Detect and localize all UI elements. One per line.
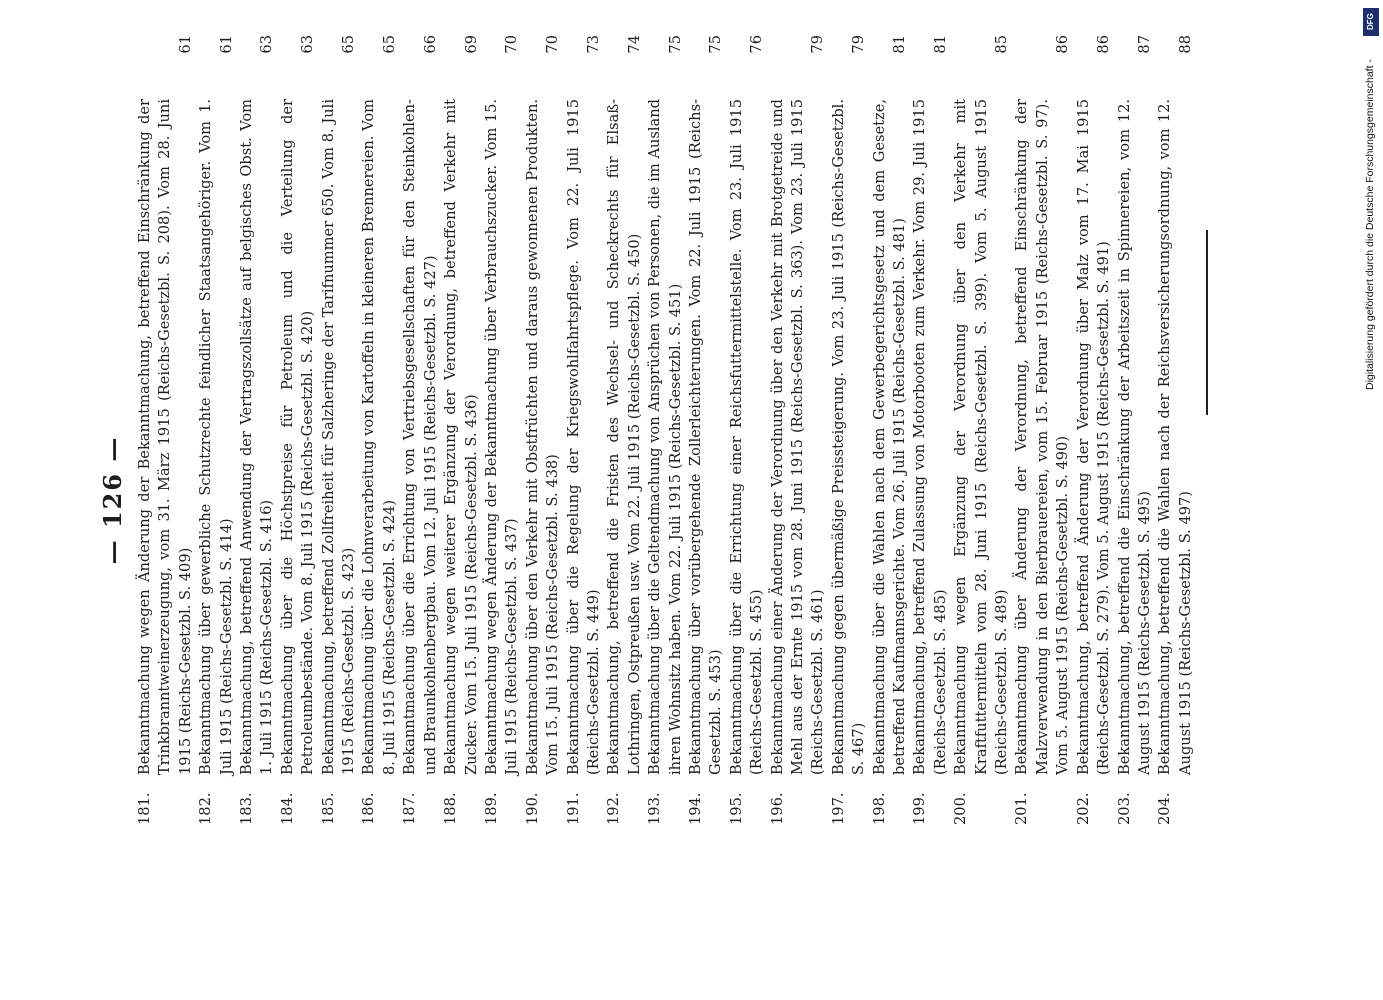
entry-number: 192. bbox=[605, 792, 623, 825]
list-item bbox=[645, 35, 686, 825]
entry-page-number: 87 bbox=[1135, 35, 1153, 54]
entry-number: 185. bbox=[319, 792, 337, 825]
entry-number: 202. bbox=[1074, 792, 1092, 825]
entry-page-number: 61 bbox=[176, 35, 194, 54]
list-item bbox=[829, 35, 870, 825]
entry-page-number: 86 bbox=[1095, 35, 1113, 54]
entry-number: 195. bbox=[727, 792, 745, 825]
list-item bbox=[400, 35, 441, 825]
entry-page-number: 79 bbox=[850, 35, 868, 54]
entry-number: 191. bbox=[564, 792, 582, 825]
list-item bbox=[482, 35, 523, 825]
list-item bbox=[523, 35, 564, 825]
list-item bbox=[727, 35, 768, 825]
entry-text: Bekanntmachung, betreffend Zollfreiheit für Salzheringe der Tarifnummer 650. Vom 8. Juli 1915 (Reichs-Gesetzbl. S. 423) bbox=[319, 99, 358, 775]
entry-text: Bekanntmachung über die Wahlen nach dem Gewerbegerichtsgesetz und dem Gesetze, betreffend Kaufmannsgerichte. Vom 26. Juli 1915 (Reichs-Gesetzbl. S. 481) bbox=[870, 99, 909, 775]
entry-text: Bekanntmachung über die Lohnverarbeitung von Kartoffeln in kleineren Brennereien. Vom 8. Juli 1915 (Reichs-Gesetzbl. S. 424) bbox=[360, 99, 398, 775]
entry-number: 182. bbox=[197, 792, 215, 825]
list-item bbox=[686, 35, 727, 825]
entry-text: Bekanntmachung, betreffend die Wahlen nach der Reichsversicherungsordnung, vom 12. August 1915 (Reichs-Gesetzbl. S. 497) bbox=[1156, 99, 1194, 775]
entry-text: Bekanntmachung über den Verkehr mit Obstfrüchten und daraus gewonnenen Produkten. Vom 15. Juli 1915 (Reichs-Gesetzbl. S. 438) bbox=[523, 99, 562, 775]
list-item bbox=[441, 35, 482, 825]
entry-number: 186. bbox=[360, 792, 378, 825]
entry-number: 197. bbox=[829, 792, 847, 825]
entry-page-number: 65 bbox=[340, 35, 358, 54]
entry-page-number: 63 bbox=[258, 35, 276, 54]
entry-text: Bekanntmachung über die Geltendmachung von Ansprüchen von Personen, die im Ausland ihren Wohnsitz haben. Vom 22. Juli 1915 (Reichs-Gesetzbl. S. 451) bbox=[646, 99, 684, 775]
entry-page-number: 85 bbox=[993, 35, 1011, 54]
entry-number: 188. bbox=[442, 792, 460, 825]
entry-page-number: 81 bbox=[891, 35, 909, 54]
entry-text: Bekanntmachung über gewerbliche Schutzrechte feindlicher Staatsangehöriger. Vom 1. Juli 1915 (Reichs-Gesetzbl. S. 414) bbox=[197, 99, 235, 775]
entry-page-number: 61 bbox=[217, 35, 235, 54]
entry-page-number: 88 bbox=[1176, 35, 1194, 54]
entry-text: Bekanntmachung wegen Ergänzung der Verordnung über den Verkehr mit Kraftfuttermitteln vom 28. Juni 1915 (Reichs-Gesetzbl. S. 399). Vom 5. August 1915 (Reichs-Gesetzbl. S. 489) bbox=[952, 99, 1011, 775]
entry-text: Bekanntmachung einer Änderung der Verordnung über den Verkehr mit Brotgetreide und Mehl aus der Ernte 1915 vom 28. Juni 1915 (Reichs-Gesetzbl. S. 363). Vom 23. Juli 1915 (Reichs-Gesetzbl. S. 461) bbox=[768, 99, 827, 775]
list-item bbox=[1155, 35, 1196, 825]
entry-number: 204. bbox=[1156, 792, 1174, 825]
dfg-logo: DFG bbox=[1363, 8, 1379, 36]
entry-page-number: 86 bbox=[1054, 35, 1072, 54]
entry-page-number: 79 bbox=[809, 35, 827, 54]
entry-text: Bekanntmachung über Änderung der Verordnung, betreffend Einschränkung der Malzverwendung in den Bierbrauereien, vom 15. Februar 1915 (Reichs-Gesetzbl. S. 97). Vom 5. August 1915 (Reichs-Gesetzbl. S. 490) bbox=[1013, 99, 1072, 775]
entry-page-number: 70 bbox=[503, 35, 521, 54]
entry-number: 184. bbox=[278, 792, 296, 825]
entry-text: Bekanntmachung, betreffend die Fristen des Wechsel- und Scheckrechts für Elsaß-Lothringen, Ostpreußen usw. Vom 22. Juli 1915 (Reichs-Gesetzbl. S. 450) bbox=[605, 99, 643, 775]
list-item bbox=[359, 35, 400, 825]
entry-page-number: 73 bbox=[584, 35, 602, 54]
entry-text: Bekanntmachung gegen übermäßige Preissteigerung. Vom 23. Juli 1915 (Reichs-Gesetzbl. S. 467) bbox=[829, 99, 868, 775]
entry-page-number: 69 bbox=[462, 35, 480, 54]
entry-number: 187. bbox=[401, 792, 419, 825]
digitization-credit: Digitalisierung gefördert durch die Deutsche Forschungsgemeinschaft - bbox=[1364, 59, 1376, 390]
entry-text: Bekanntmachung wegen Änderung der Bekanntmachung, betreffend Einschränkung der Trinkbranntweinerzeugung, vom 31. März 1915 (Reichs-Gesetzbl. S. 208). Vom 28. Juni 1915 (Reichs-Gesetzbl. S. 409) bbox=[136, 99, 194, 775]
entry-number: 190. bbox=[523, 792, 541, 825]
entry-number: 199. bbox=[911, 792, 929, 825]
entry-number: 203. bbox=[1115, 792, 1133, 825]
separator-line bbox=[1206, 230, 1208, 415]
list-item bbox=[910, 35, 951, 825]
entry-text: Bekanntmachung, betreffend die Einschränkung der Arbeitszeit in Spinnereien, vom 12. August 1915 (Reichs-Gesetzbl. S. 495) bbox=[1115, 99, 1153, 775]
page-header: — 126 — bbox=[98, 435, 127, 565]
entry-text: Bekanntmachung über die Regelung der Kriegswohlfahrtspflege. Vom 22. Juli 1915 (Reichs-Gesetzbl. S. 449) bbox=[564, 99, 602, 775]
entry-number: 193. bbox=[646, 792, 664, 825]
entry-page-number: 74 bbox=[625, 35, 643, 54]
rotated-page bbox=[80, 0, 1240, 1000]
entry-page-number: 66 bbox=[421, 35, 439, 54]
entry-page-number: 81 bbox=[931, 35, 949, 54]
entry-number: 189. bbox=[482, 792, 500, 825]
entry-list bbox=[135, 35, 1196, 825]
entry-number: 200. bbox=[952, 792, 970, 825]
entry-number: 181. bbox=[136, 792, 153, 825]
entry-page-number: 70 bbox=[544, 35, 562, 54]
entry-number: 201. bbox=[1013, 792, 1031, 825]
list-item bbox=[1012, 35, 1073, 825]
list-item bbox=[319, 35, 360, 825]
entry-page-number: 75 bbox=[707, 35, 725, 54]
entry-number: 196. bbox=[768, 792, 786, 825]
entry-text: Bekanntmachung über die Errichtung einer Reichsfuttermittelstelle. Vom 23. Juli 1915 (Reichs-Gesetzbl. S. 455) bbox=[727, 99, 766, 775]
entry-text: Bekanntmachung wegen Änderung der Bekanntmachung über Verbrauchszucker. Vom 15. Juli 1915 (Reichs-Gesetzbl. S. 437) bbox=[482, 99, 521, 775]
entry-text: Bekanntmachung, betreffend Zulassung von Motorbooten zum Verkehr. Vom 29. Juli 1915 (Reichs-Gesetzbl. S. 485) bbox=[911, 99, 949, 775]
entry-page-number: 65 bbox=[380, 35, 398, 54]
entry-page-number: 76 bbox=[748, 35, 766, 54]
entry-text: Bekanntmachung über die Höchstpreise für Petroleum und die Verteilung der Petroleumbestände. Vom 8. Juli 1915 (Reichs-Gesetzbl. S. 420) bbox=[278, 99, 317, 775]
entry-number: 198. bbox=[870, 792, 888, 825]
list-item bbox=[1074, 35, 1115, 825]
entry-text: Bekanntmachung über vorübergehende Zollerleichterungen. Vom 22. Juli 1915 (Reichs-Gesetzbl. S. 453) bbox=[686, 99, 725, 775]
entry-text: Bekanntmachung, betreffend Änderung der Verordnung über Malz vom 17. Mai 1915 (Reichs-Gesetzbl. S. 279). Vom 5. August 1915 (Reichs-Gesetzbl. S. 491) bbox=[1074, 99, 1113, 775]
list-item bbox=[604, 35, 645, 825]
entry-text: Bekanntmachung, betreffend Anwendung der Vertragszollsätze auf belgisches Obst. Vom 1. Juli 1915 (Reichs-Gesetzbl. S. 416) bbox=[238, 99, 276, 775]
entry-page-number: 75 bbox=[666, 35, 684, 54]
entry-page-number: 63 bbox=[299, 35, 317, 54]
list-item bbox=[278, 35, 319, 825]
list-item bbox=[870, 35, 911, 825]
credit-strip bbox=[1361, 0, 1383, 1000]
list-item bbox=[951, 35, 1012, 825]
entry-number: 194. bbox=[686, 792, 704, 825]
list-item bbox=[196, 35, 237, 825]
entry-text: Bekanntmachung über die Errichtung von Vertriebsgesellschaften für den Steinkohlen- und Braunkohlenbergbau. Vom 12. Juli 1915 (Reichs-Gesetzbl. S. 427) bbox=[401, 99, 439, 775]
list-item bbox=[1115, 35, 1156, 825]
entry-text: Bekanntmachung wegen weiterer Ergänzung der Verordnung, betreffend Verkehr mit Zucker. Vom 15. Juli 1915 (Reichs-Gesetzbl. S. 436) bbox=[442, 99, 480, 775]
list-item bbox=[135, 35, 196, 825]
list-item bbox=[768, 35, 829, 825]
list-item bbox=[564, 35, 605, 825]
list-item bbox=[237, 35, 278, 825]
entry-number: 183. bbox=[238, 792, 256, 825]
